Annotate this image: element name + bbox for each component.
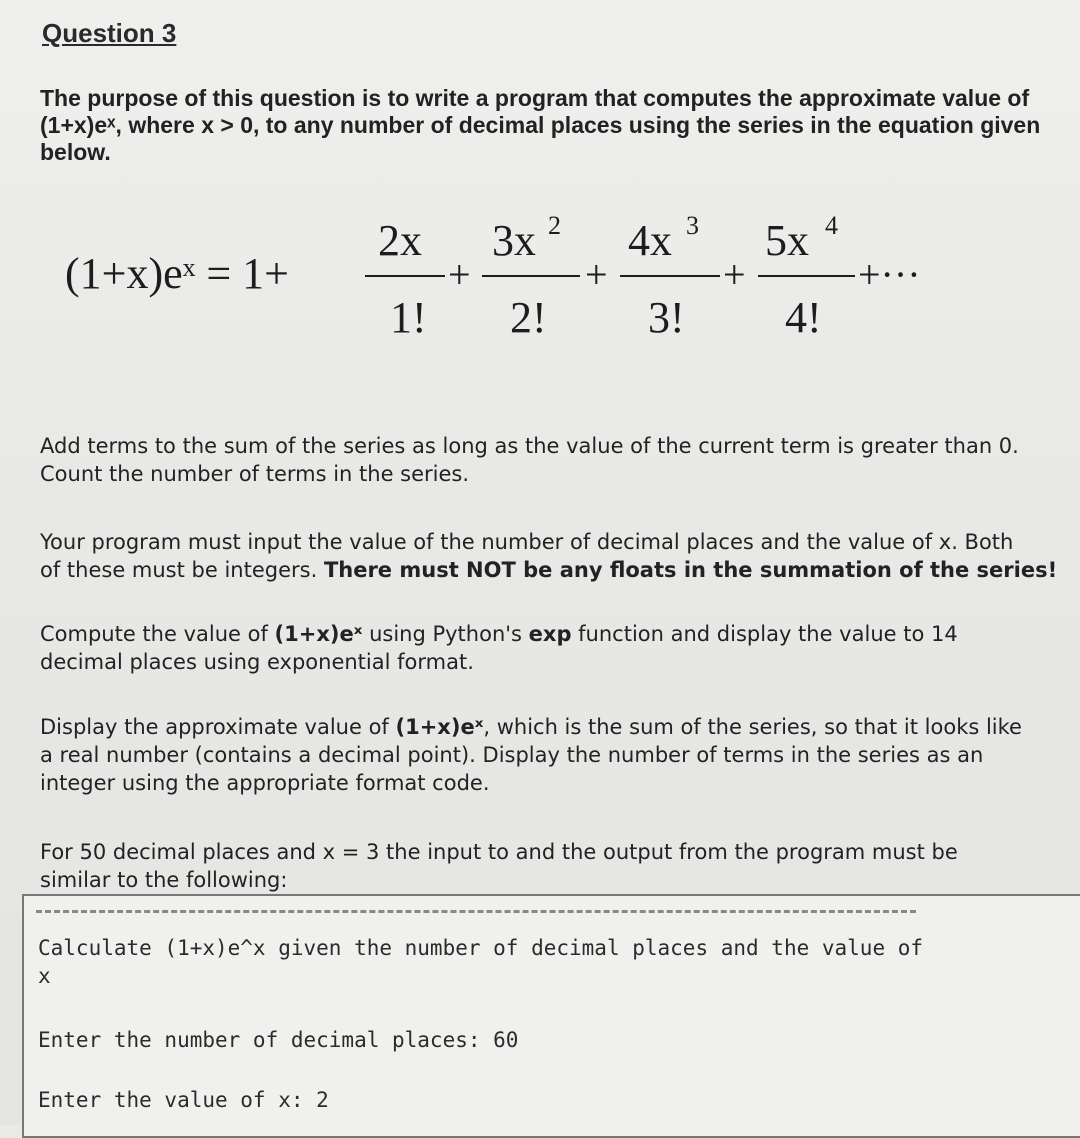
- paragraph-input-requirements: [40, 528, 1070, 584]
- term-2-exponent: 2: [548, 211, 561, 240]
- p5-line-2: a real number (contains a decimal point). Display the number of terms in the series as an: [40, 743, 984, 767]
- console-output-box: [22, 894, 1080, 1138]
- term-2-numerator: 3x: [492, 216, 536, 265]
- console-dashed-divider: [36, 910, 916, 913]
- p4-exp-keyword: exp: [528, 622, 572, 646]
- paragraph-example-intro: [40, 838, 1070, 894]
- term-3-numerator: 4x: [628, 216, 672, 265]
- p6-line-1: For 50 decimal places and x = 3 the input to and the output from the program must be: [40, 840, 958, 864]
- plus-sign-2: +: [585, 252, 608, 297]
- intro-line-3: below.: [40, 139, 111, 165]
- p5-text-c: , which is the sum of the series, so that it looks like: [483, 715, 1022, 739]
- equation-tail: +···: [858, 252, 921, 297]
- term-3-denominator: 3!: [648, 293, 685, 342]
- p3-line-2a: of these must be integers.: [40, 558, 324, 582]
- term-4-numerator: 5x: [765, 216, 809, 265]
- p4-text-a: Compute the value of: [40, 622, 275, 646]
- p4-formula: (1+x)eˣ: [274, 622, 363, 646]
- p6-line-2: similar to the following:: [40, 868, 288, 892]
- console-line-1: Calculate (1+x)e^x given the number of decimal places and the value of: [38, 936, 924, 960]
- paragraph-display-approx: [40, 713, 1070, 797]
- intro-line-2: (1+x)eˣ, where x > 0, to any number of decimal places using the series in the equation given: [40, 112, 1041, 138]
- series-equation: [60, 210, 960, 370]
- p2-line-1: Add terms to the sum of the series as long as the value of the current term is greater than 0.: [40, 434, 1019, 458]
- p4-text-e: function and display the value to 14: [571, 622, 958, 646]
- p5-line-3: integer using the appropriate format code.: [40, 771, 490, 795]
- term-3-exponent: 3: [686, 211, 699, 240]
- plus-sign-1: +: [448, 252, 471, 297]
- paragraph-add-terms: [40, 432, 1070, 488]
- p4-line-2: decimal places using exponential format.: [40, 650, 474, 674]
- p3-no-floats-warning: There must NOT be any floats in the summation of the series!: [323, 558, 1058, 582]
- page-title: Question 3: [42, 18, 177, 48]
- paragraph-compute-exp: [40, 620, 1070, 676]
- p4-line-1: [40, 620, 1070, 648]
- p5-formula: (1+x)eˣ: [395, 715, 484, 739]
- term-2-denominator: 2!: [510, 293, 547, 342]
- equation-lhs: (1+x)eˣ = 1+: [65, 249, 289, 298]
- intro-paragraph: [40, 85, 1070, 166]
- term-1-denominator: 1!: [390, 293, 427, 342]
- term-4-denominator: 4!: [785, 293, 822, 342]
- p4-text-c: using Python's: [362, 622, 529, 646]
- plus-sign-3: +: [723, 252, 746, 297]
- console-line-2: x: [38, 964, 51, 988]
- p5-line-1: [40, 713, 1070, 741]
- p5-text-a: Display the approximate value of: [40, 715, 396, 739]
- intro-line-1: The purpose of this question is to write a program that computes the approximate value of: [40, 85, 1030, 111]
- term-1-numerator: 2x: [378, 216, 422, 265]
- console-line-3: Enter the number of decimal places: 60: [38, 1028, 519, 1052]
- p3-line-2: [40, 556, 1070, 584]
- console-line-4: Enter the value of x: 2: [38, 1088, 329, 1112]
- p2-line-2: Count the number of terms in the series.: [40, 462, 470, 486]
- p3-line-1: Your program must input the value of the number of decimal places and the value of x. Both: [40, 530, 1014, 554]
- term-4-exponent: 4: [825, 211, 838, 240]
